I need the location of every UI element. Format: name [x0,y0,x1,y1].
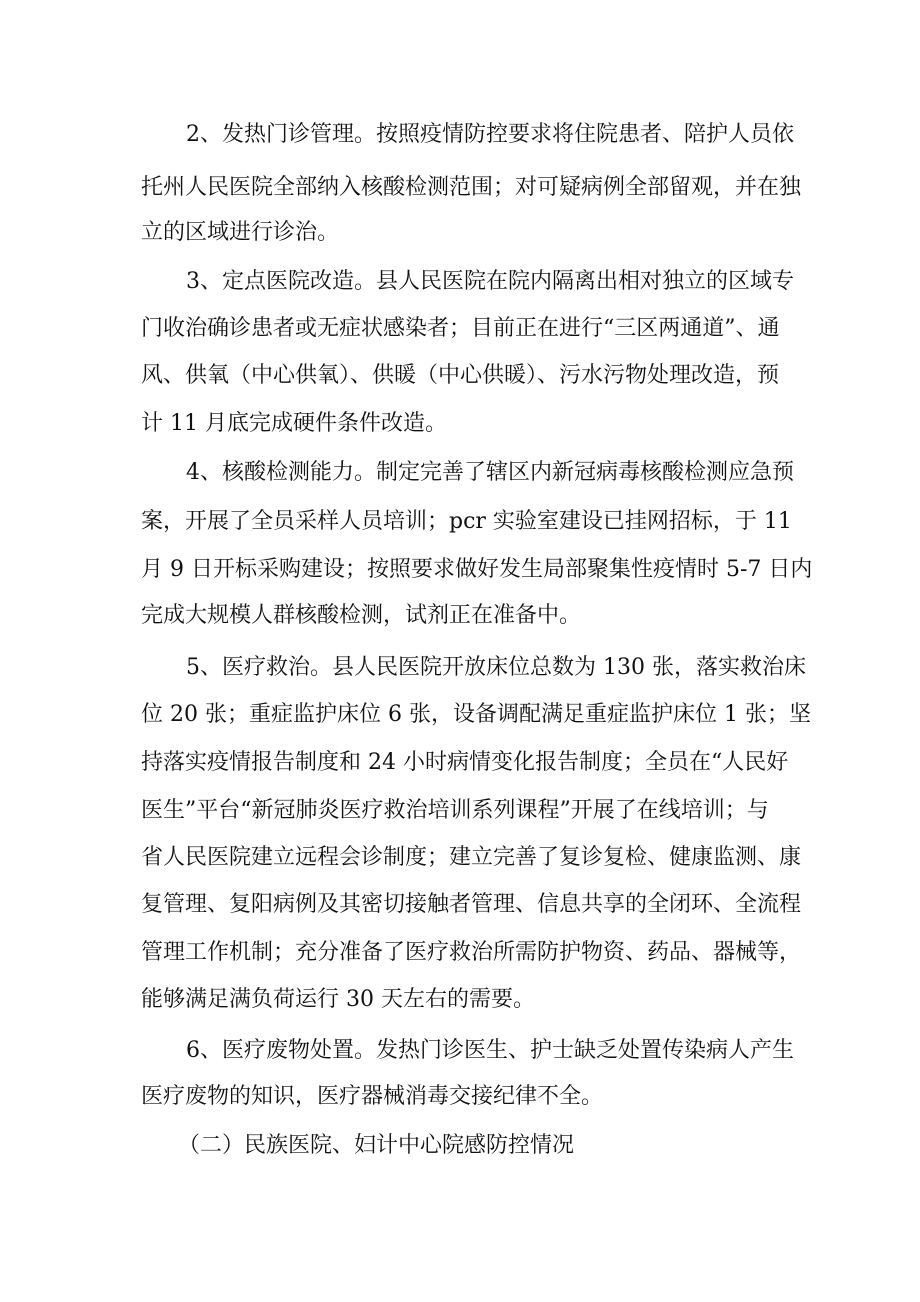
section-heading: （二）民族医院、妇计中心院感防控情况 [178,1133,575,1158]
paragraph-4-line-8: 能够满足满负荷运行 30 天左右的需要。 [141,987,535,1012]
paragraph-4-line-4: 医生”平台“新冠肺炎医疗救治培训系列课程”开展了在线培训；与 [141,798,769,823]
paragraph-5-line-1: 6、医疗废物处置。发热门诊医生、护士缺乏处置传染病人产生 [186,1038,794,1063]
paragraph-3-line-2: 案，开展了全员采样人员培训；pcr 实验室建设已挂网招标，于 11 [141,509,792,534]
paragraph-4-line-5: 省人民医院建立远程会诊制度；建立完善了复诊复检、健康监测、康 [141,845,802,870]
paragraph-4-line-7: 管理工作机制；充分准备了医疗救治所需防护物资、药品、器械等， [141,940,802,965]
paragraph-4-line-2: 位 20 张；重症监护床位 6 张，设备调配满足重症监护床位 1 张；坚 [141,702,811,727]
paragraph-2-line-2: 门收治确诊患者或无症状感染者；目前正在进行“三区两通道”、通 [141,316,780,341]
paragraph-3-line-4: 完成大规模人群核酸检测，试剂正在准备中。 [141,603,582,628]
paragraph-4-line-3: 持落实疫情报告制度和 24 小时病情变化报告制度；全员在“人民好 [141,750,789,775]
paragraph-3-line-1: 4、核酸检测能力。制定完善了辖区内新冠病毒核酸检测应急预 [186,460,794,485]
paragraph-3-line-3: 月 9 日开标采购建设；按照要求做好发生局部聚集性疫情时 5-7 日内 [141,557,813,582]
paragraph-4-line-1: 5、医疗救治。县人民医院开放床位总数为 130 张，落实救治床 [186,655,806,680]
paragraph-2-line-4: 计 11 月底完成硬件条件改造。 [141,411,447,436]
paragraph-1-line-3: 立的区域进行诊治。 [141,220,340,245]
paragraph-2-line-3: 风、供氧（中心供氧）、供暖（中心供暖）、污水污物处理改造，预 [141,363,780,388]
paragraph-4-line-6: 复管理、复阳病例及其密切接触者管理、信息共享的全闭环、全流程 [141,892,802,917]
paragraph-5-line-2: 医疗废物的知识，医疗器械消毒交接纪律不全。 [141,1084,604,1109]
paragraph-2-line-1: 3、定点医院改造。县人民医院在院内隔离出相对独立的区域专 [186,269,794,294]
paragraph-1-line-2: 托州人民医院全部纳入核酸检测范围；对可疑病例全部留观，并在独 [141,175,802,200]
paragraph-1-line-1: 2、发热门诊管理。按照疫情防控要求将住院患者、陪护人员依 [186,122,794,147]
